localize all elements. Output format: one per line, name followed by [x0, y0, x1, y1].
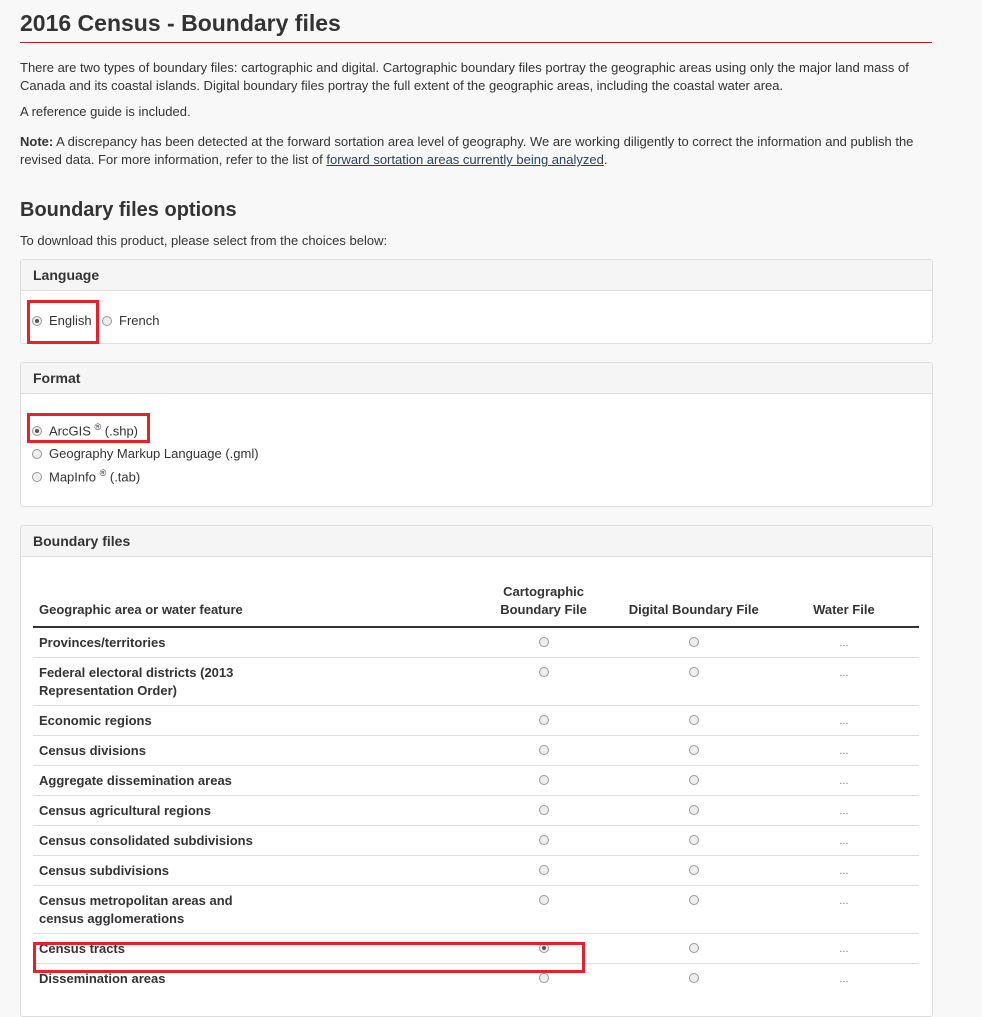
cartographic-cell — [468, 856, 618, 886]
geo-area-label: Census consolidated subdivisions — [39, 833, 253, 848]
digital-cell — [619, 627, 769, 658]
cartographic-radio[interactable] — [539, 775, 549, 785]
digital-radio[interactable] — [689, 943, 699, 953]
table-row — [33, 856, 919, 886]
digital-cell — [619, 658, 769, 706]
col-digital: Digital Boundary File — [619, 579, 769, 627]
format-arcgis-label: ArcGIS — [49, 423, 91, 439]
cartographic-cell — [468, 826, 618, 856]
format-mapinfo-reg: ® — [99, 468, 107, 478]
digital-cell — [619, 826, 769, 856]
note-text: A discrepancy has been detected at the forward sortation area level of geography. We are working diligently to correct the information and publish the revised data. For more information, refer to the list of — [20, 134, 914, 167]
geo-area-name — [33, 736, 468, 766]
format-arcgis-reg: ® — [94, 422, 102, 432]
boundary-table-header — [33, 579, 919, 627]
geo-area-name — [33, 856, 468, 886]
format-panel — [20, 362, 933, 507]
boundary-table — [33, 579, 919, 993]
cartographic-radio[interactable] — [539, 745, 549, 755]
language-heading: Language — [21, 260, 932, 291]
digital-cell — [619, 736, 769, 766]
radio-french[interactable] — [102, 316, 112, 326]
water-cell: ... — [769, 796, 919, 826]
col-geo: Geographic area or water feature — [33, 579, 468, 627]
cartographic-radio[interactable] — [539, 865, 549, 875]
digital-radio[interactable] — [689, 745, 699, 755]
cartographic-cell — [468, 964, 618, 994]
water-cell: ... — [839, 637, 849, 649]
digital-radio[interactable] — [689, 835, 699, 845]
table-row — [33, 886, 919, 934]
digital-radio[interactable] — [689, 775, 699, 785]
geo-area-label: Census subdivisions — [39, 863, 170, 878]
digital-cell — [619, 856, 769, 886]
digital-cell — [619, 766, 769, 796]
geo-area-label: Dissemination areas — [39, 971, 166, 986]
col-water: Water File — [769, 579, 919, 627]
radio-english[interactable] — [32, 316, 42, 326]
table-row — [33, 766, 919, 796]
note-end: . — [603, 152, 608, 167]
cartographic-cell — [468, 627, 618, 658]
digital-radio[interactable] — [689, 667, 699, 677]
water-cell: ... — [769, 766, 919, 796]
cartographic-cell — [468, 706, 618, 736]
page-title: 2016 Census - Boundary files — [20, 10, 341, 36]
cartographic-cell — [468, 766, 618, 796]
geo-area-name — [33, 886, 468, 934]
cartographic-radio[interactable] — [539, 895, 549, 905]
cartographic-cell — [468, 736, 618, 766]
table-row — [33, 964, 919, 994]
table-row — [33, 658, 919, 706]
geo-area-label: Aggregate dissemination areas — [39, 773, 232, 788]
table-row — [33, 627, 919, 658]
table-row — [33, 736, 919, 766]
geo-area-label: Economic regions — [39, 713, 152, 728]
options-instruction: To download this product, please select from the choices below: — [20, 233, 388, 248]
intro-text: There are two types of boundary files: cartographic and digital. Cartographic boundary files portray the geographic areas using only the major land mass of Canada and its coastal islands. Digital boundary files portray the full extent of the geographic areas, including the coastal water area. — [20, 60, 909, 93]
geo-area-name — [33, 964, 468, 994]
format-mapinfo-label: MapInfo — [49, 469, 96, 485]
water-cell: ... — [769, 658, 919, 706]
radio-arcgis[interactable] — [32, 426, 42, 436]
language-french-label: French — [119, 313, 160, 328]
digital-radio[interactable] — [689, 637, 699, 647]
geo-area-name — [33, 658, 468, 706]
format-arcgis-suffix: (.shp) — [101, 423, 139, 439]
geo-area-name — [33, 796, 468, 826]
geo-area-label: Provinces/territories — [39, 635, 166, 650]
geo-area-name — [33, 934, 468, 964]
table-row — [33, 706, 919, 736]
title-divider — [20, 42, 932, 43]
reference-text: A reference guide is included. — [20, 104, 191, 119]
format-heading: Format — [21, 363, 932, 394]
boundary-panel — [20, 525, 933, 1017]
geo-area-label: Census tracts — [39, 941, 125, 956]
note-label: Note: — [20, 134, 54, 149]
format-option-arcgis[interactable] — [32, 422, 138, 438]
geo-area-label: Census divisions — [39, 743, 146, 758]
cartographic-radio[interactable] — [539, 943, 549, 953]
radio-gml[interactable] — [32, 449, 42, 459]
cartographic-radio[interactable] — [539, 835, 549, 845]
geo-area-label: Census agricultural regions — [39, 803, 211, 818]
water-cell: ... — [769, 736, 919, 766]
geo-area-name — [33, 706, 468, 736]
options-heading: Boundary files options — [20, 199, 237, 221]
digital-cell — [619, 934, 769, 964]
col-cartographic: Cartographic Boundary File — [468, 579, 618, 627]
cartographic-cell — [468, 934, 618, 964]
language-panel — [20, 259, 933, 344]
boundary-heading: Boundary files — [21, 526, 932, 557]
radio-mapinfo[interactable] — [32, 472, 42, 482]
cartographic-radio[interactable] — [539, 715, 549, 725]
cartographic-cell — [468, 658, 618, 706]
water-cell: ... — [769, 934, 919, 964]
digital-cell — [619, 886, 769, 934]
digital-cell — [619, 796, 769, 826]
format-mapinfo-suffix: (.tab) — [106, 469, 141, 485]
digital-radio[interactable] — [689, 865, 699, 875]
note-paragraph — [20, 133, 920, 169]
water-cell: ... — [769, 886, 919, 934]
geo-area-label: Federal electoral districts (2013 Representation Order) — [39, 665, 234, 698]
cartographic-radio[interactable] — [539, 667, 549, 677]
cartographic-radio[interactable] — [539, 973, 549, 983]
geo-area-name — [33, 766, 468, 796]
table-row — [33, 796, 919, 826]
table-row — [33, 934, 919, 964]
language-english-label: English — [49, 313, 92, 328]
format-option-mapinfo[interactable] — [32, 468, 140, 484]
digital-cell — [619, 706, 769, 736]
language-option-english[interactable] — [32, 313, 92, 328]
digital-cell — [619, 964, 769, 994]
language-option-french[interactable] — [102, 313, 159, 328]
cartographic-radio[interactable] — [539, 805, 549, 815]
digital-radio[interactable] — [689, 715, 699, 725]
fsa-link[interactable]: forward sortation areas currently being analyzed — [326, 152, 604, 167]
format-option-gml[interactable] — [32, 446, 259, 461]
water-cell: ... — [769, 826, 919, 856]
digital-radio[interactable] — [689, 973, 699, 983]
table-row — [33, 826, 919, 856]
cartographic-radio[interactable] — [539, 637, 549, 647]
digital-radio[interactable] — [689, 805, 699, 815]
cartographic-cell — [468, 796, 618, 826]
geo-area-name — [33, 627, 468, 658]
digital-radio[interactable] — [689, 895, 699, 905]
water-cell: ... — [769, 706, 919, 736]
water-cell: ... — [769, 856, 919, 886]
geo-area-name — [33, 826, 468, 856]
water-cell: ... — [769, 964, 919, 994]
format-gml-label: Geography Markup Language (.gml) — [49, 446, 259, 461]
geo-area-label: Census metropolitan areas and census agglomerations — [39, 893, 233, 926]
cartographic-cell — [468, 886, 618, 934]
